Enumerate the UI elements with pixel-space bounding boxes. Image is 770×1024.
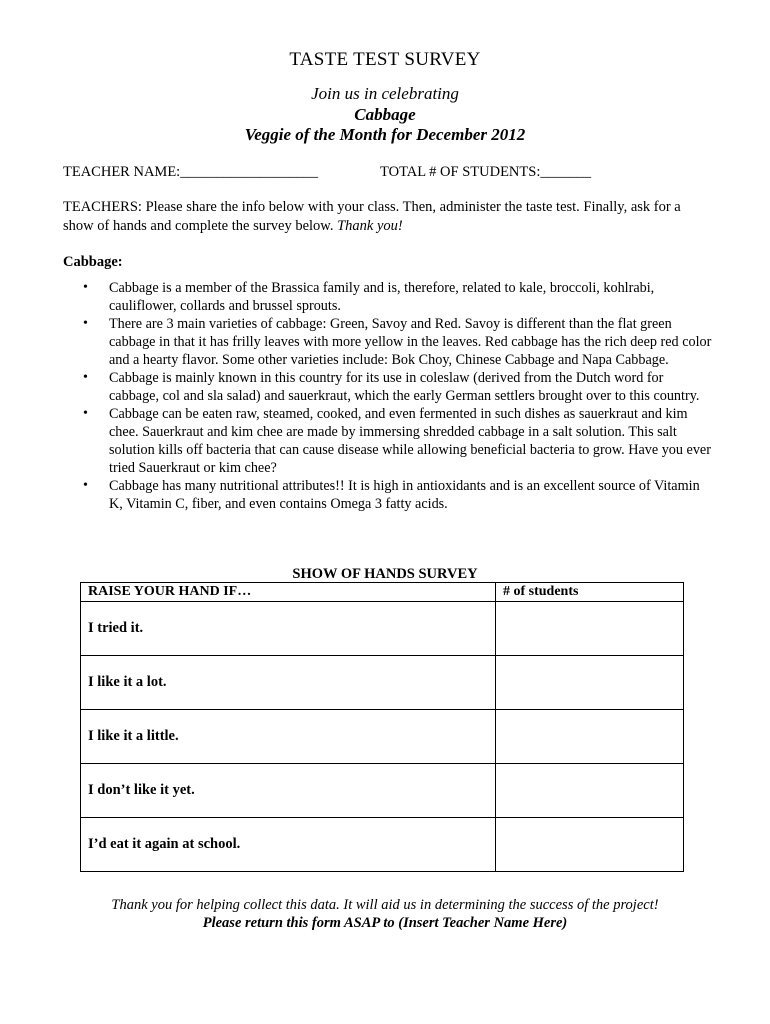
survey-prompt: I like it a little. [81, 710, 496, 764]
table-row [81, 764, 684, 818]
fact-text: Cabbage is a member of the Brassica family and is, therefore, related to kale, broccoli, kohlrabi, cauliflower, collards and brussel sprouts. [109, 280, 655, 314]
column-header-prompt: RAISE YOUR HAND IF… [81, 583, 496, 602]
teacher-name-field: TEACHER NAME:___________________ [63, 164, 318, 180]
student-count-cell[interactable] [496, 602, 684, 656]
student-count-cell[interactable] [496, 656, 684, 710]
subtitle-month: Veggie of the Month for December 2012 [244, 125, 526, 144]
bullet-icon: • [83, 406, 88, 421]
list-item [63, 477, 713, 513]
survey-table [80, 582, 684, 872]
total-students-field: TOTAL # OF STUDENTS:_______ [380, 164, 592, 180]
student-count-cell[interactable] [496, 764, 684, 818]
survey-prompt: I like it a lot. [81, 656, 496, 710]
footer-thanks: Thank you for helping collect this data. It will aid us in determining the success of the project! [111, 897, 659, 913]
intro-thanks: Thank you! [337, 218, 403, 234]
column-header-count: # of students [496, 583, 684, 602]
facts-list [63, 279, 713, 513]
table-header-row [81, 583, 684, 602]
list-item [63, 279, 713, 315]
survey-prompt: I don’t like it yet. [81, 764, 496, 818]
intro-paragraph [63, 198, 711, 236]
fact-text: Cabbage is mainly known in this country for its use in coleslaw (derived from the Dutch word for cabbage, col and sla salad) and sauerkraut, which the early German settlers brought over to this country. [109, 370, 700, 404]
intro-text: TEACHERS: Please share the info below with your class. Then, administer the taste test. Finally, ask for a show of hands and complete the survey below. [63, 199, 681, 234]
bullet-icon: • [83, 478, 88, 493]
table-row [81, 602, 684, 656]
page-title: TASTE TEST SURVEY [289, 49, 481, 70]
list-item [63, 405, 713, 477]
list-item [63, 315, 713, 369]
footer-return-instructions: Please return this form ASAP to (Insert Teacher Name Here) [202, 915, 568, 931]
survey-title: SHOW OF HANDS SURVEY [292, 566, 478, 582]
bullet-icon: • [83, 316, 88, 331]
list-item [63, 369, 713, 405]
survey-prompt: I tried it. [81, 602, 496, 656]
table-row [81, 710, 684, 764]
student-count-cell[interactable] [496, 710, 684, 764]
bullet-icon: • [83, 280, 88, 295]
table-row [81, 818, 684, 872]
survey-prompt: I’d eat it again at school. [81, 818, 496, 872]
fact-text: There are 3 main varieties of cabbage: Green, Savoy and Red. Savoy is different than the flat green cabbage in that it has frilly leaves with more yellow in the leaves. Red cabbage has the rich deep red color and a hearty flavor. Some other varieties include: Bok Choy, Chinese Cabbage and Napa Cabbage. [109, 316, 712, 368]
bullet-icon: • [83, 370, 88, 385]
fact-text: Cabbage has many nutritional attributes!! It is high in antioxidants and is an excellent source of Vitamin K, Vitamin C, fiber, and even contains Omega 3 fatty acids. [109, 478, 700, 512]
facts-heading: Cabbage: [63, 254, 123, 270]
subtitle-veggie: Cabbage [354, 105, 416, 124]
fact-text: Cabbage can be eaten raw, steamed, cooked, and even fermented in such dishes as sauerkraut and kim chee. Sauerkraut and kim chee are made by immersing shredded cabbage in a salt solution. This salt solution kills off bacteria that can cause disease while allowing beneficial bacteria to grow. Have you ever tried Sauerkraut or kim chee? [109, 406, 711, 476]
subtitle-celebrating: Join us in celebrating [311, 84, 459, 103]
table-row [81, 656, 684, 710]
student-count-cell[interactable] [496, 818, 684, 872]
